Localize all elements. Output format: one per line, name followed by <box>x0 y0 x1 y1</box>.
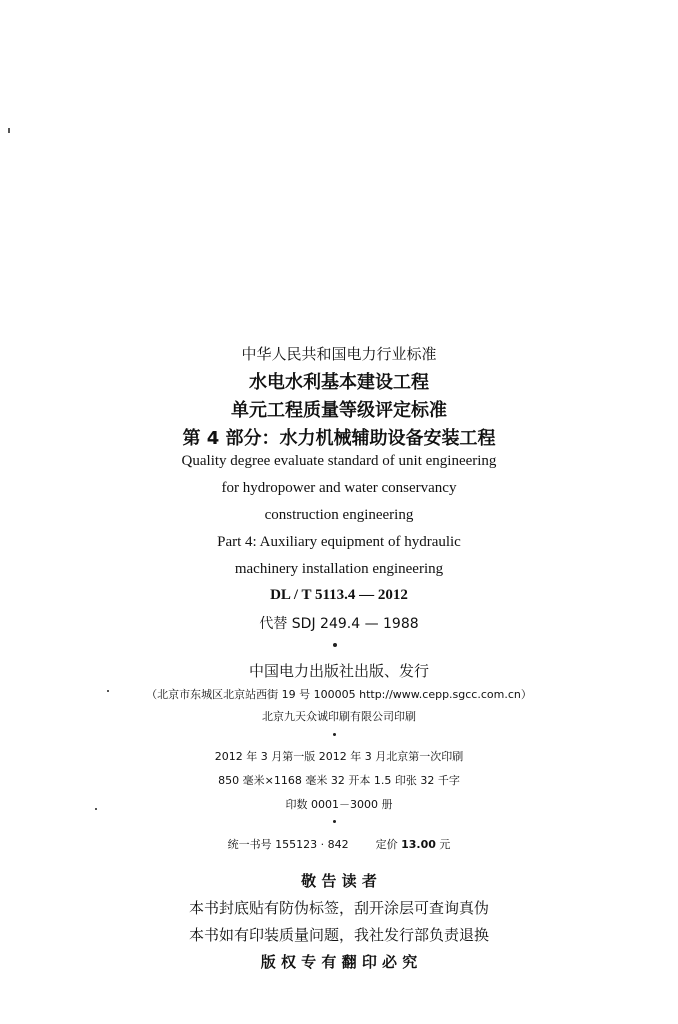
title-en-line5: machinery installation engineering <box>234 561 444 577</box>
title-cn-line2: 单元工程质量等级评定标准 <box>231 400 447 421</box>
replaces-standard: 代替 SDJ 249.4 — 1988 <box>259 616 419 632</box>
notice-line1: 本书封底贴有防伪标签，刮开涂层可查询真伪 <box>188 899 489 917</box>
publisher: 中国电力出版社出版、发行 <box>248 662 429 680</box>
separator-dot <box>333 820 336 823</box>
printer: 北京九天众诚印刷有限公司印刷 <box>262 710 416 723</box>
edition-info: 2012 年 3 月第一版 2012 年 3 月北京第一次印刷 <box>214 750 464 763</box>
price-unit: 元 <box>439 838 451 851</box>
title-en-line1: Quality degree evaluate standard of unit engineering <box>181 453 497 469</box>
scan-speck <box>8 128 10 133</box>
book-number: 统一书号 155123 · 842 <box>227 838 349 851</box>
notice-line2: 本书如有印装质量问题，我社发行部负责退换 <box>188 926 489 944</box>
price-value: 13.00 <box>401 838 436 851</box>
standard-header: 中华人民共和国电力行业标准 <box>241 345 437 363</box>
format-info: 850 毫米×1168 毫米 32 开本 1.5 印张 32 千字 <box>218 774 460 787</box>
title-en-line4: Part 4: Auxiliary equipment of hydraulic <box>217 534 461 550</box>
price-label: 定价 <box>375 838 398 851</box>
standard-number: DL / T 5113.4 — 2012 <box>270 587 408 603</box>
title-en-line2: for hydropower and water conservancy <box>221 480 457 496</box>
book-number-price <box>0 836 678 852</box>
notice-heading: 敬 告 读 者 <box>301 872 377 890</box>
print-run: 印数 0001－3000 册 <box>285 798 393 811</box>
publisher-address: （北京市东城区北京站西街 19 号 100005 http://www.cepp.sgcc.com.cn） <box>146 688 532 701</box>
separator-dot <box>333 733 336 736</box>
copyright-notice: 版 权 专 有 翻 印 必 究 <box>260 953 418 971</box>
separator-dot <box>333 643 337 647</box>
title-cn-line3: 第 4 部分：水力机械辅助设备安装工程 <box>182 428 496 449</box>
title-cn-line1: 水电水利基本建设工程 <box>249 372 429 393</box>
title-en-line3: construction engineering <box>264 507 414 523</box>
